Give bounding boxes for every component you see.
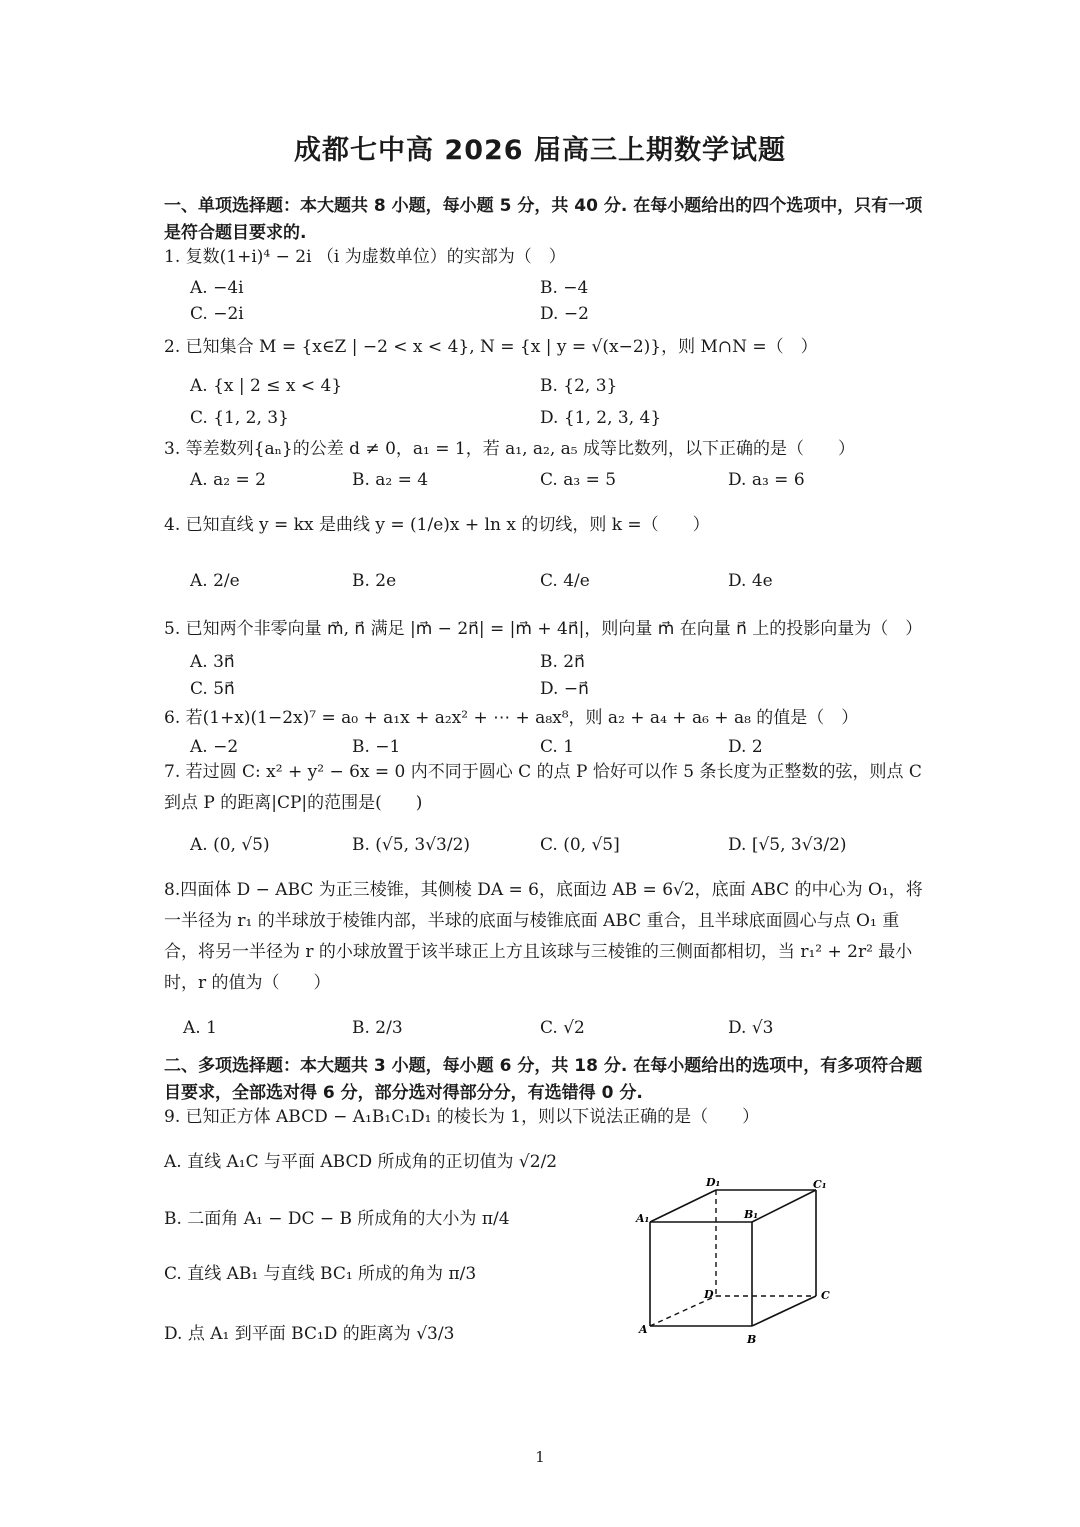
- label-b: B: [747, 1333, 757, 1346]
- question-6-option-d: D. 2: [728, 737, 763, 757]
- question-8-option-b: B. 2/3: [352, 1018, 403, 1038]
- question-6-option-c: C. 1: [540, 737, 575, 757]
- question-7-option-b: B. (√5, 3√3/2): [352, 835, 471, 855]
- label-c1: C₁: [813, 1178, 827, 1191]
- label-d1: D₁: [706, 1176, 721, 1189]
- question-4-option-d: D. 4e: [728, 571, 773, 591]
- question-2-option-d: D. {1, 2, 3, 4}: [540, 408, 662, 428]
- label-b1: B₁: [744, 1208, 759, 1221]
- question-4-stem: 4. 已知直线 y = kx 是曲线 y = (1/e)x + ln x 的切线，则 k =（ ）: [164, 515, 710, 535]
- edge-b1c1: [752, 1190, 816, 1222]
- question-1-option-a: A. −4i: [190, 278, 244, 298]
- page-title: 成都七中高 2026 届高三上期数学试题: [294, 135, 786, 166]
- question-5-option-d: D. −n⃗: [540, 679, 589, 699]
- question-5-option-a: A. 3n⃗: [190, 652, 235, 672]
- question-9-option-c: C. 直线 AB₁ 与直线 BC₁ 所成的角为 π/3: [164, 1264, 477, 1284]
- question-3-option-d: D. a₃ = 6: [728, 470, 805, 490]
- question-2-option-c: C. {1, 2, 3}: [190, 408, 289, 428]
- question-8-option-c: C. √2: [540, 1018, 585, 1038]
- question-8-stem: 8.四面体 D − ABC 为正三棱锥，其侧棱 DA = 6，底面边 AB = 6√2，底面 ABC 的中心为 O₁，将一半径为 r₁ 的半球放于棱锥内部，半球的底面与棱锥底面 ABC 重合，且半球底面圆心与点 O₁ 重合，将另一半径为 r 的小球放置于该半球正上方且该球与三棱锥的三侧面都相切，当 r₁² + 2r² 最小时，r 的值为（ ）: [164, 880, 923, 993]
- question-7-option-a: A. (0, √5): [190, 835, 270, 855]
- question-9-option-a: A. 直线 A₁C 与平面 ABCD 所成角的正切值为 √2/2: [164, 1152, 558, 1172]
- question-1-stem: 1. 复数(1+i)⁴ − 2i （i 为虚数单位）的实部为（ ）: [164, 247, 566, 267]
- question-8-option-a: A. 1: [183, 1018, 217, 1038]
- question-3-stem: 3. 等差数列{aₙ}的公差 d ≠ 0，a₁ = 1，若 a₁, a₂, a₅ 成等比数列，以下正确的是（ ）: [164, 439, 855, 459]
- label-c: C: [821, 1289, 830, 1302]
- section-heading-single-choice: 一、单项选择题：本大题共 8 小题，每小题 5 分，共 40 分. 在每小题给出的四个选项中，只有一项是符合题目要求的.: [164, 196, 923, 243]
- question-7-option-c: C. (0, √5]: [540, 835, 620, 855]
- question-9-stem: 9. 已知正方体 ABCD − A₁B₁C₁D₁ 的棱长为 1，则以下说法正确的是（ ）: [164, 1107, 760, 1127]
- label-a1: A₁: [636, 1212, 650, 1225]
- question-7-stem: 7. 若过圆 C: x² + y² − 6x = 0 内不同于圆心 C 的点 P 恰好可以作 5 条长度为正整数的弦，则点 C 到点 P 的距离|CP|的范围是( ): [164, 762, 922, 813]
- edge-a1d1: [650, 1190, 716, 1222]
- question-5-option-c: C. 5n⃗: [190, 679, 235, 699]
- question-4-option-a: A. 2/e: [190, 571, 240, 591]
- section-heading-multiple-choice: 二、多项选择题：本大题共 3 小题，每小题 6 分，共 18 分. 在每小题给出的选项中，有多项符合题目要求，全部选对得 6 分，部分选对得部分分，有选错得 0 分.: [164, 1056, 923, 1103]
- question-2-option-b: B. {2, 3}: [540, 376, 618, 396]
- question-5-stem: 5. 已知两个非零向量 m⃗, n⃗ 满足 |m⃗ − 2n⃗| = |m⃗ + 4n⃗|，则向量 m⃗ 在向量 n⃗ 上的投影向量为（ ）: [164, 619, 923, 639]
- question-7-option-d: D. [√5, 3√3/2): [728, 835, 847, 855]
- question-1-option-c: C. −2i: [190, 304, 244, 324]
- question-4-option-c: C. 4/e: [540, 571, 590, 591]
- question-5-option-b: B. 2n⃗: [540, 652, 585, 672]
- question-1-option-d: D. −2: [540, 304, 589, 324]
- label-a: A: [639, 1323, 648, 1336]
- cube-figure: [630, 1170, 840, 1350]
- question-2-stem: 2. 已知集合 M = {x∈Z | −2 < x < 4}, N = {x | y = √(x−2)}，则 M∩N =（ ）: [164, 337, 818, 357]
- question-2-option-a: A. {x | 2 ≤ x < 4}: [190, 376, 343, 396]
- question-3-option-a: A. a₂ = 2: [190, 470, 266, 490]
- question-8-option-d: D. √3: [728, 1018, 774, 1038]
- page-number: 1: [535, 1448, 545, 1466]
- question-9-option-d: D. 点 A₁ 到平面 BC₁D 的距离为 √3/3: [164, 1324, 455, 1344]
- question-6-option-b: B. −1: [352, 737, 401, 757]
- question-4-option-b: B. 2e: [352, 571, 397, 591]
- question-9-option-b: B. 二面角 A₁ − DC − B 所成角的大小为 π/4: [164, 1209, 510, 1229]
- question-1-option-b: B. −4: [540, 278, 589, 298]
- question-3-option-b: B. a₂ = 4: [352, 470, 429, 490]
- question-3-option-c: C. a₃ = 5: [540, 470, 617, 490]
- question-6-stem: 6. 若(1+x)(1−2x)⁷ = a₀ + a₁x + a₂x² + ⋯ + a₈x⁸，则 a₂ + a₄ + a₆ + a₈ 的值是（ ）: [164, 708, 859, 728]
- edge-bc: [752, 1296, 816, 1326]
- label-d: D: [704, 1288, 714, 1301]
- question-6-option-a: A. −2: [190, 737, 239, 757]
